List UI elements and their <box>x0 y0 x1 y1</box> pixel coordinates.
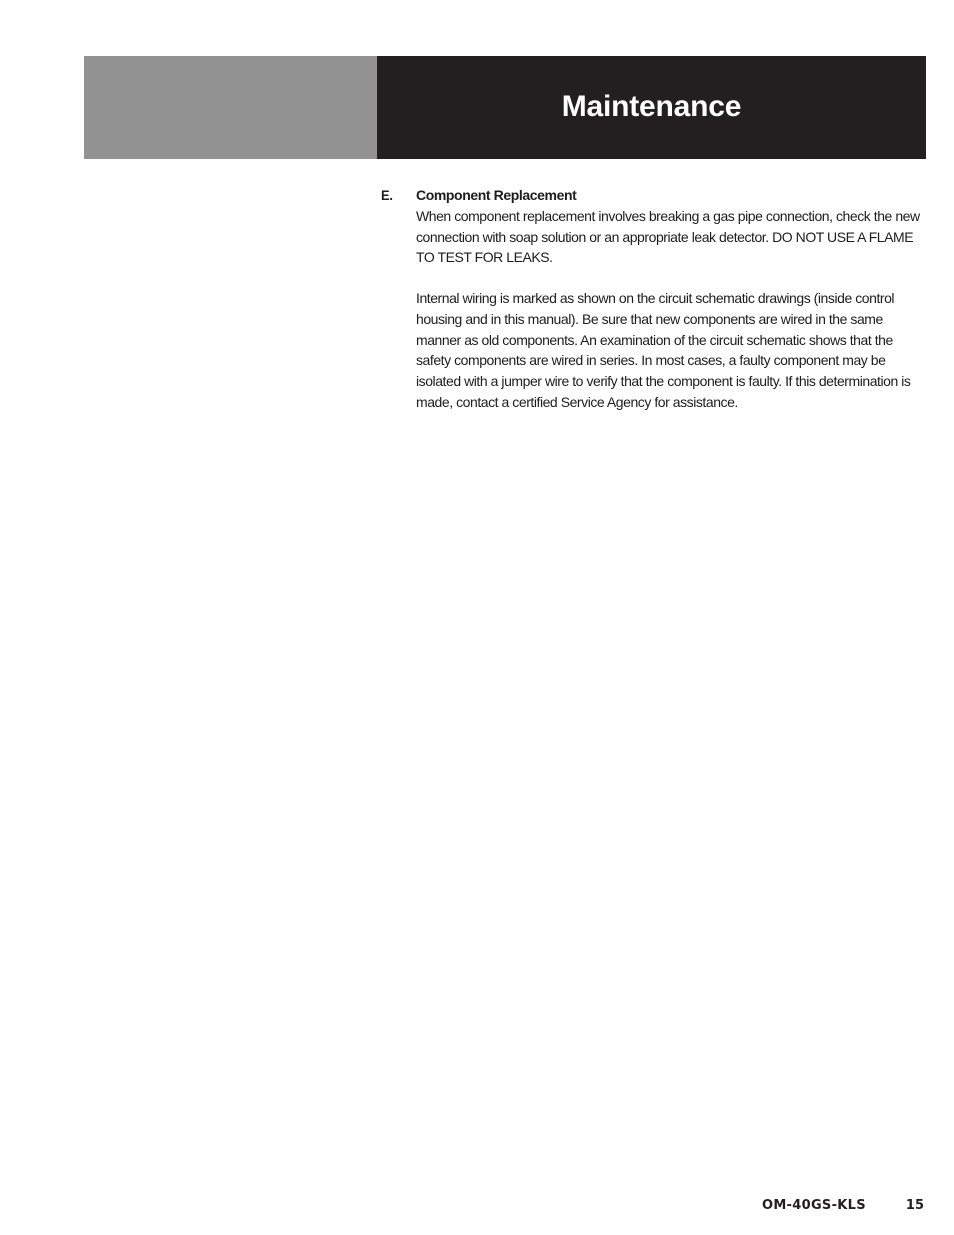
paragraph-gas-pipe: When component replacement involves breaking a gas pipe connection, check the new connection with soap solution or an appropriate leak detector. DO NOT USE A FLAME TO TEST FOR LEAKS. <box>416 208 920 266</box>
section-heading: Component Replacement <box>416 187 577 203</box>
page-title: Maintenance <box>561 89 742 123</box>
page-footer <box>762 1198 924 1213</box>
paragraph-internal-wiring: Internal wiring is marked as shown on the circuit schematic drawings (inside control housing and in this manual). Be sure that new components are wired in the same manner as old components. An examination of the circuit schematic shows that the safety components are wired in series. In most cases, a faulty component may be isolated with a jumper wire to verify that the component is faulty. If this determination is made, contact a certified Service Agency for assistance. <box>416 290 911 410</box>
header-title-block <box>377 56 926 159</box>
page-number: 15 <box>905 1198 924 1213</box>
section-body <box>416 185 921 412</box>
page-header <box>84 56 926 159</box>
document-code: OM-40GS-KLS <box>761 1198 866 1213</box>
section-component-replacement <box>381 185 921 412</box>
section-letter: E. <box>381 187 393 203</box>
header-gray-block <box>84 56 377 159</box>
